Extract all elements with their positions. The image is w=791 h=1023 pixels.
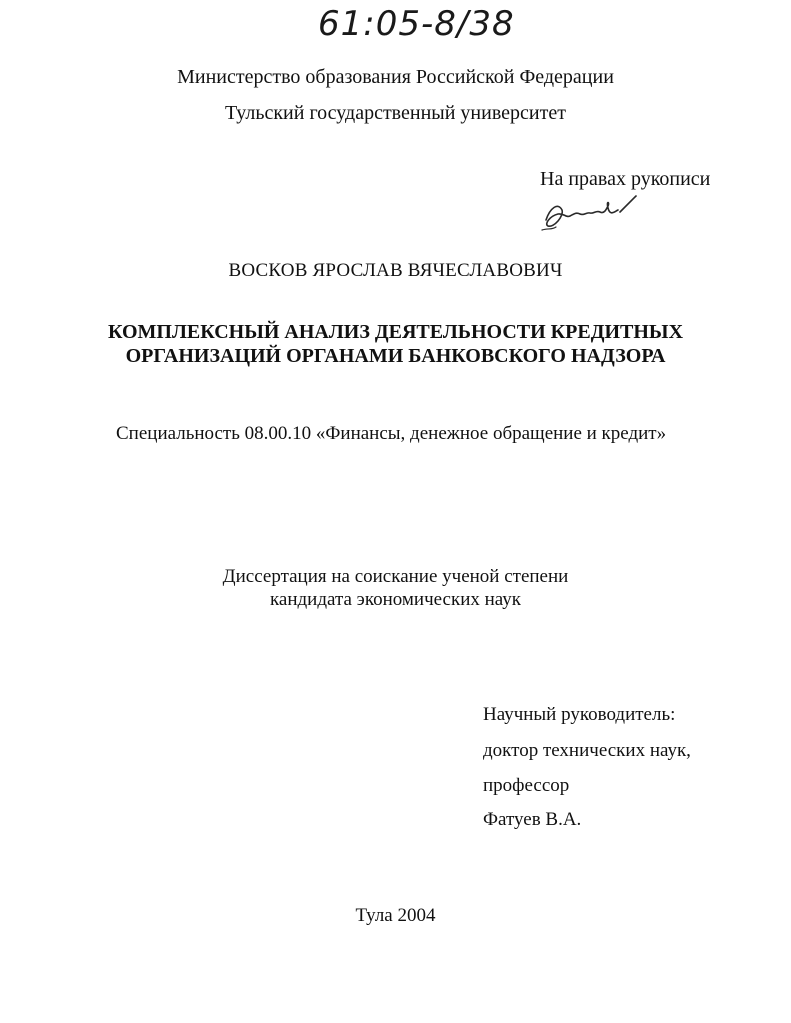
degree-line-2: кандидата экономических наук [269,589,522,610]
supervisor-name: Фатуев В.А. [483,809,582,830]
specialty-line: Специальность 08.00.10 «Финансы, денежное обращение и кредит» [116,423,667,444]
author-name: ВОСКОВ ЯРОСЛАВ ВЯЧЕСЛАВОВИЧ [228,260,563,281]
ministry-name: Министерство образования Российской Федерации [177,66,614,88]
dissertation-title [0,320,791,368]
degree-line-1: Диссертация на соискание ученой степени [222,566,569,587]
city-year: Тула 2004 [355,905,436,926]
university-name: Тульский государственный университет [225,102,566,124]
archive-number: 61:05-8/38 [318,4,515,44]
title-line-1: КОМПЛЕКСНЫЙ АНАЛИЗ ДЕЯТЕЛЬНОСТИ КРЕДИТНЫХ [107,321,684,343]
signature-icon [536,190,646,236]
title-line-2: ОРГАНИЗАЦИЙ ОРГАНАМИ БАНКОВСКОГО НАДЗОРА [125,345,666,367]
supervisor-title: профессор [483,775,570,796]
supervisor-degree: доктор технических наук, [483,740,691,761]
supervisor-role: Научный руководитель: [483,704,676,725]
manuscript-rights-note: На правах рукописи [540,168,711,190]
